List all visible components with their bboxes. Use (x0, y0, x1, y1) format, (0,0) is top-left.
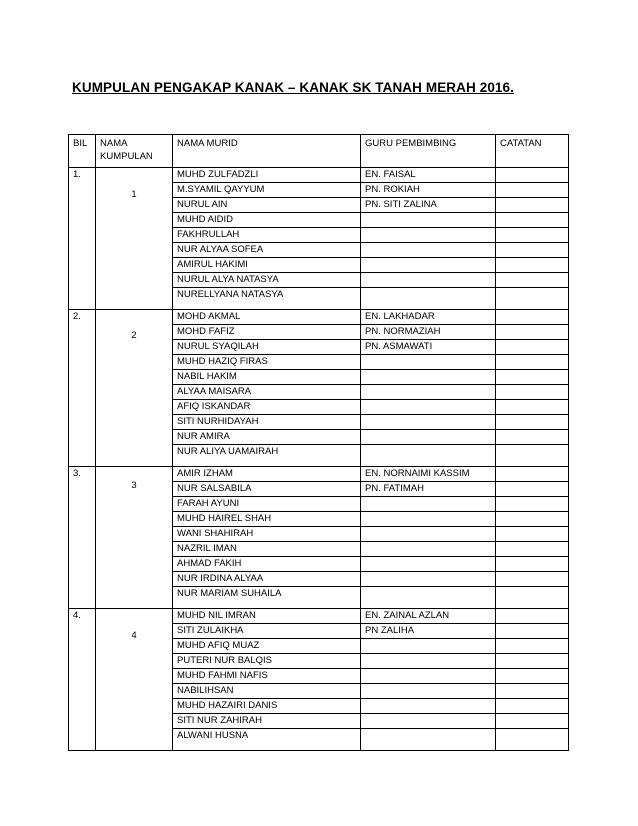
catatan-cell (496, 542, 569, 557)
student-name: FAKHRULLAH (173, 228, 361, 243)
student-name: MOHD AKMAL (173, 310, 361, 325)
group-bil: 2. (69, 310, 96, 467)
teacher-name (361, 430, 496, 445)
teacher-name: PN. ROKIAH (361, 183, 496, 198)
catatan-cell (496, 609, 569, 624)
teacher-name (361, 415, 496, 430)
teacher-name (361, 669, 496, 684)
teacher-name (361, 557, 496, 572)
student-name: NURUL ALYA NATASYA (173, 273, 361, 288)
catatan-cell (496, 325, 569, 340)
teacher-name (361, 527, 496, 542)
student-name: MOHD FAFIZ (173, 325, 361, 340)
teacher-name: EN. ZAINAL AZLAN (361, 609, 496, 624)
student-name: NUR ALYAA SOFEA (173, 243, 361, 258)
student-name: ALWANI HUSNA (173, 729, 361, 751)
catatan-cell (496, 639, 569, 654)
catatan-cell (496, 355, 569, 370)
student-name: PUTERI NUR BALQIS (173, 654, 361, 669)
student-name: NABILIHSAN (173, 684, 361, 699)
group-name (96, 168, 173, 310)
page-title: KUMPULAN PENGAKAP KANAK – KANAK SK TANAH MERAH 2016. (72, 80, 514, 95)
teacher-name (361, 243, 496, 258)
catatan-cell (496, 340, 569, 355)
teacher-name: PN. ASMAWATI (361, 340, 496, 355)
teacher-name (361, 729, 496, 751)
student-name: WANI SHAHIRAH (173, 527, 361, 542)
teacher-name (361, 258, 496, 273)
teacher-name (361, 654, 496, 669)
catatan-cell (496, 370, 569, 385)
student-name: ALYAA MAISARA (173, 385, 361, 400)
teacher-name (361, 714, 496, 729)
catatan-cell (496, 624, 569, 639)
student-name: MUHD HAZIQ FIRAS (173, 355, 361, 370)
teacher-name (361, 699, 496, 714)
teacher-name: PN. FATIMAH (361, 482, 496, 497)
student-name: NABIL HAKIM (173, 370, 361, 385)
catatan-cell (496, 527, 569, 542)
catatan-cell (496, 684, 569, 699)
student-name: SITI NUR ZAHIRAH (173, 714, 361, 729)
teacher-name (361, 587, 496, 609)
teacher-name: PN. SITI ZALINA (361, 198, 496, 213)
student-name: SITI ZULAIKHA (173, 624, 361, 639)
teacher-name: EN. FAISAL (361, 168, 496, 183)
teacher-name (361, 355, 496, 370)
table-row (69, 168, 569, 183)
student-name: MUHD FAHMI NAFIS (173, 669, 361, 684)
student-name: AHMAD FAKIH (173, 557, 361, 572)
student-name: MUHD NIL IMRAN (173, 609, 361, 624)
teacher-name (361, 288, 496, 310)
student-name: MUHD AIDID (173, 213, 361, 228)
student-name: NAZRIL IMAN (173, 542, 361, 557)
catatan-cell (496, 654, 569, 669)
student-name: NURELLYANA NATASYA (173, 288, 361, 310)
catatan-cell (496, 669, 569, 684)
student-name: M.SYAMIL QAYYUM (173, 183, 361, 198)
student-name: AMIRUL HAKIMI (173, 258, 361, 273)
catatan-cell (496, 467, 569, 482)
student-name: NURUL SYAQILAH (173, 340, 361, 355)
student-name: NUR ALIYA UAMAIRAH (173, 445, 361, 467)
teacher-name (361, 273, 496, 288)
teacher-name (361, 445, 496, 467)
student-name: AMIR IZHAM (173, 467, 361, 482)
group-name-label: 3 (131, 479, 137, 491)
student-name: MUHD HAZAIRI DANIS (173, 699, 361, 714)
catatan-cell (496, 415, 569, 430)
header-nama-kumpulan-line1: NAMA (100, 138, 128, 149)
header-nama-kumpulan-line2: KUMPULAN (100, 151, 153, 162)
header-nama-murid: NAMA MURID (173, 135, 361, 168)
student-name: NUR SALSABILA (173, 482, 361, 497)
catatan-cell (496, 714, 569, 729)
catatan-cell (496, 497, 569, 512)
group-name-label: 2 (131, 330, 137, 341)
catatan-cell (496, 183, 569, 198)
student-name: MUHD AFIQ MUAZ (173, 639, 361, 654)
teacher-name (361, 228, 496, 243)
group-name-label: 1 (131, 188, 137, 200)
table-row (69, 310, 569, 325)
group-name (96, 467, 173, 609)
catatan-cell (496, 273, 569, 288)
header-catatan: CATATAN (496, 135, 569, 168)
group-bil: 3. (69, 467, 96, 609)
student-name: MUHD ZULFADZLI (173, 168, 361, 183)
teacher-name (361, 370, 496, 385)
catatan-cell (496, 445, 569, 467)
catatan-cell (496, 699, 569, 714)
catatan-cell (496, 243, 569, 258)
catatan-cell (496, 310, 569, 325)
catatan-cell (496, 572, 569, 587)
group-bil: 4. (69, 609, 96, 751)
group-name (96, 609, 173, 751)
group-table (68, 134, 569, 751)
catatan-cell (496, 587, 569, 609)
group-name-label: 4 (131, 629, 137, 641)
catatan-cell (496, 168, 569, 183)
header-nama-kumpulan (96, 135, 173, 168)
catatan-cell (496, 288, 569, 310)
teacher-name (361, 572, 496, 587)
student-name: NUR IRDINA ALYAA (173, 572, 361, 587)
catatan-cell (496, 258, 569, 273)
teacher-name: EN. LAKHADAR (361, 310, 496, 325)
student-name: FARAH AYUNI (173, 497, 361, 512)
teacher-name: EN. NORNAIMI KASSIM (361, 467, 496, 482)
table-row (69, 467, 569, 482)
catatan-cell (496, 198, 569, 213)
teacher-name (361, 497, 496, 512)
catatan-cell (496, 729, 569, 751)
group-bil: 1. (69, 168, 96, 310)
teacher-name (361, 400, 496, 415)
student-name: SITI NURHIDAYAH (173, 415, 361, 430)
group-name (96, 310, 173, 467)
student-name: NUR AMIRA (173, 430, 361, 445)
catatan-cell (496, 385, 569, 400)
student-name: AFIQ ISKANDAR (173, 400, 361, 415)
catatan-cell (496, 400, 569, 415)
table-row (69, 609, 569, 624)
teacher-name (361, 684, 496, 699)
header-bil: BIL (69, 135, 96, 168)
table-header-row (69, 135, 569, 168)
teacher-name (361, 385, 496, 400)
catatan-cell (496, 482, 569, 497)
catatan-cell (496, 228, 569, 243)
teacher-name (361, 639, 496, 654)
catatan-cell (496, 430, 569, 445)
student-name: MUHD HAIREL SHAH (173, 512, 361, 527)
teacher-name (361, 512, 496, 527)
catatan-cell (496, 512, 569, 527)
teacher-name: PN. NORMAZIAH (361, 325, 496, 340)
teacher-name: PN ZALIHA (361, 624, 496, 639)
student-name: NUR MARIAM SUHAILA (173, 587, 361, 609)
header-guru-pembimbing: GURU PEMBIMBING (361, 135, 496, 168)
teacher-name (361, 213, 496, 228)
student-name: NURUL AIN (173, 198, 361, 213)
teacher-name (361, 542, 496, 557)
catatan-cell (496, 213, 569, 228)
catatan-cell (496, 557, 569, 572)
